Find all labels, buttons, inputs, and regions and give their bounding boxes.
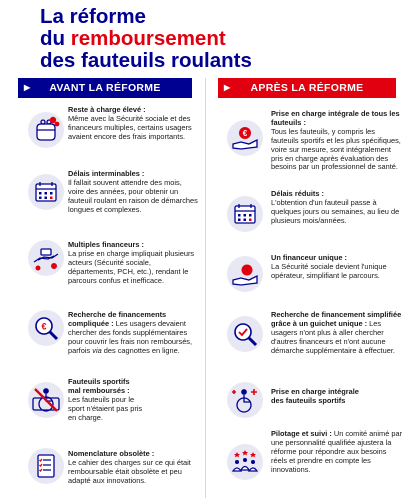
avant-item-2-body: Il fallait souvent attendre des mois, voire des années, pour obtenir un fauteuil roulant en raison de démarches longues et complexes. (68, 177, 198, 214)
apres-item-6-body: Un comité animé par une personnalité qualifiée ajustera la réforme pour répondre aux besoins réels et prendre en compte les innovations. (271, 429, 403, 474)
avant-item-1 (68, 106, 198, 142)
apres-item-6-heading: Pilotage et suivi : (271, 429, 332, 438)
avant-item-4-body-em: via (92, 345, 102, 355)
avant-item-4-body-b: des cagnottes en ligne. (101, 345, 180, 355)
magnifier-euro-icon (28, 310, 64, 346)
svg-text:€: € (242, 129, 248, 138)
title-line-3: des fauteuils roulants (40, 49, 252, 72)
sport-wheelchair-plus-icon (227, 382, 263, 418)
chevron-right-icon: ▶ (224, 83, 231, 92)
apres-item-1-body: Tous les fauteuils, y compris les fauteuils sportifs et les plus spécifiques, voire sur mesure, sont intégralement pris en charge après évaluation des besoins par un professionnel de santé. (271, 126, 401, 172)
hand-coin-icon (227, 256, 263, 292)
avant-item-3-heading: Multiples financeurs : (68, 240, 144, 249)
avant-item-5 (68, 378, 144, 423)
apres-item-6 (271, 430, 404, 475)
apres-item-2 (271, 190, 404, 226)
calendar-icon (28, 174, 64, 210)
avant-item-4-body-a: Les usagers devaient chercher des fonds supplémentaires pour couvrir les frais non remboursés, parfois (68, 318, 193, 355)
apres-item-4 (271, 311, 404, 356)
title-line-1: La réforme (40, 5, 146, 28)
chevron-right-icon: ▶ (24, 83, 31, 92)
purse-coins-icon (28, 112, 64, 148)
committee-people-icon (227, 444, 263, 480)
avant-item-2-heading: Délais interminables : (68, 169, 145, 178)
title-line-2a: du (40, 27, 71, 50)
apres-item-1 (271, 110, 404, 172)
avant-item-5-body: Les fauteuils pour le sport n'étaient pas pris en charge. (68, 394, 143, 422)
avant-item-6-body: Le cahier des charges sur ce qui était remboursable était obsolète et peu adapté aux innovations. (68, 457, 191, 485)
magnifier-check-icon (227, 316, 263, 352)
apres-item-1-heading: Prise en charge intégrale de tous les fauteuils : (271, 109, 400, 127)
avant-item-6-heading: Nomenclature obsolète : (68, 449, 155, 458)
hands-money-icon (28, 240, 64, 276)
avant-item-2 (68, 170, 198, 215)
page-title (40, 6, 252, 72)
title-line-2 (40, 28, 252, 50)
apres-item-5 (271, 388, 361, 406)
avant-item-1-heading: Reste à charge élevé : (68, 105, 146, 114)
avant-item-3 (68, 241, 198, 286)
apres-item-4-heading: Recherche de financement simplifiée grâce à un guichet unique : (271, 310, 402, 328)
apres-item-2-body: L'obtention d'un fauteuil passe à quelques jours ou semaines, au lieu de plusieurs mois/années. (271, 197, 400, 225)
checklist-document-icon (28, 448, 64, 484)
calendar-icon (227, 196, 263, 232)
avant-item-6 (68, 450, 198, 486)
avant-item-5-heading: Fauteuils sportifs mal remboursés : (68, 377, 130, 395)
apres-item-3-heading: Un financeur unique : (271, 253, 347, 262)
column-divider (205, 78, 206, 498)
apres-item-2-heading: Délais réduits : (271, 189, 324, 198)
apres-item-5-heading: Prise en charge intégrale des fauteuils sportifs (271, 387, 359, 405)
apres-banner-label: APRÈS LA RÉFORME (250, 82, 364, 94)
avant-item-3-body: La prise en charge impliquait plusieurs acteurs (Sécurité sociale, départements, PCH, etc.), rendant le parcours confus et inefficace. (68, 248, 195, 285)
svg-text:€: € (41, 321, 47, 332)
title-line-2b: remboursement (70, 27, 226, 50)
crossed-sport-wheelchair-icon (28, 382, 64, 418)
avant-item-4-heading: Recherche de financements compliquée : (68, 310, 167, 328)
apres-item-3 (271, 254, 404, 281)
hand-euro-coin-icon (227, 120, 263, 156)
apres-banner (218, 78, 396, 98)
avant-banner (18, 78, 192, 98)
avant-item-4 (68, 311, 198, 356)
apres-item-4-body: Les usagers n'ont plus à aller chercher d'autres financeurs et n'ont aucune démarche supplémentaire à effectuer. (271, 318, 395, 355)
avant-banner-label: AVANT LA RÉFORME (49, 82, 161, 94)
avant-item-1-body: Même avec la Sécurité sociale et des financeurs multiples, certains usagers avaient encore des frais importants. (68, 113, 192, 141)
apres-item-3-body: La Sécurité sociale devient l'unique opérateur, simplifiant le parcours. (271, 261, 387, 280)
